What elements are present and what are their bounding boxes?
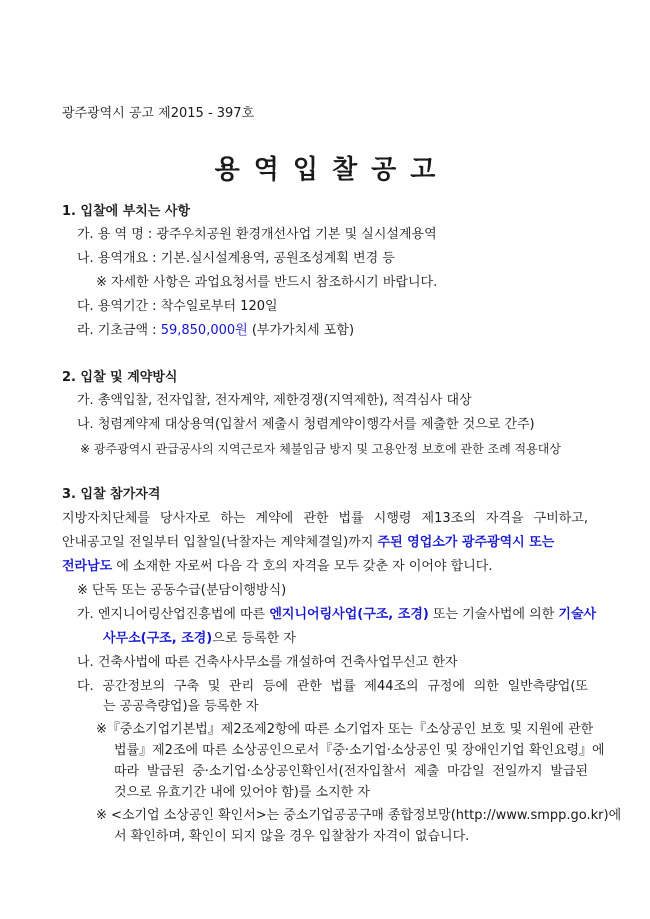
service-name: 가. 용 역 명 : 광주우치공원 환경개선사업 기본 및 실시설계용역 <box>77 227 437 242</box>
certificate-note-line2: 서 확인하며, 확인이 되지 않을 경우 입찰참가 자격이 없습니다. <box>114 829 470 844</box>
technician-highlight: 기술사 <box>558 607 597 622</box>
qualification-a-mid: 또는 기술사법에 의한 <box>428 607 559 622</box>
small-business-note-line2: 법률』제2조에 따른 소상공인으로서『중·소기업·소상공인 및 장애인기업 확인요령』에 <box>114 743 605 758</box>
small-business-note-line3: 따라 발급된 중·소기업·소상공인확인서(전자입찰서 제출 마감일 전일까지 발급된 <box>114 764 588 779</box>
qualification-paragraph-line1: 지방자치단체를 당사자로 하는 계약에 관한 법률 시행령 제13조의 자격을 구비하고, <box>62 511 588 526</box>
qualification-a-line1 <box>77 606 596 624</box>
contract-method-b: 나. 청렴계약제 대상용역(입찰서 제출시 청렴계약이행각서를 제출한 것으로 간주) <box>77 417 535 432</box>
service-summary: 나. 용역개요 : 기본.실시설계용역, 공원조성계획 변경 등 <box>77 251 395 266</box>
base-price <box>77 322 354 340</box>
ordinance-note: ※ 광주광역시 관급공사의 지역근로자 체불임금 방지 및 고용안정 보호에 관한 조례 적용대상 <box>80 442 561 456</box>
joint-bid-note: ※ 단독 또는 공동수급(분담이행방식) <box>77 583 287 598</box>
qualification-line3-text: 에 소재한 자로써 다음 각 호의 자격을 모두 갖춘 자 이어야 합니다. <box>112 559 493 574</box>
qualification-line2-text: 안내공고일 전일부터 입찰일(낙찰자는 계약체결일)까지 <box>62 535 378 550</box>
qualification-c-line2: 는 공공측량업)을 등록한 자 <box>103 699 259 714</box>
qualification-a-text: 가. 엔지니어링산업진흥법에 따른 <box>77 607 270 622</box>
qualification-c-line1: 다. 공간정보의 구축 및 관리 등에 관한 법률 제44조의 규정에 의한 일반측량업(또 <box>77 679 588 694</box>
qualification-paragraph-line3 <box>62 558 492 576</box>
section2-heading: 2. 입찰 및 계약방식 <box>62 370 178 385</box>
section1-heading: 1. 입찰에 부치는 사항 <box>62 204 191 219</box>
base-price-suffix: (부가가치세 포함) <box>247 323 355 338</box>
notice-number: 광주광역시 공고 제2015 - 397호 <box>62 106 255 121</box>
small-business-note-line1: ※『중소기업기본법』제2조제2항에 따른 소기업자 또는『소상공인 보호 및 지원에 관한 <box>96 722 594 737</box>
qualification-b: 나. 건축사법에 따른 건축사사무소를 개설하여 건축사업무신고 한자 <box>77 655 458 670</box>
base-price-label: 라. 기초금액 : <box>77 323 161 338</box>
qualification-a-line2-text: 으로 등록한 자 <box>212 631 296 646</box>
qualification-a-line2 <box>103 630 296 648</box>
qualification-paragraph-line2 <box>62 534 554 552</box>
section3-heading: 3. 입찰 참가자격 <box>62 487 161 502</box>
small-business-note-line4: 것으로 유효기간 내에 있어야 함)를 소지한 자 <box>114 785 370 800</box>
technician-office-highlight: 사무소(구조, 조경) <box>103 631 213 646</box>
engineering-business-highlight: 엔지니어링사업(구조, 조경) <box>269 607 429 622</box>
location-requirement-highlight-2: 전라남도 <box>62 559 113 574</box>
page-title: 용역입찰공고 <box>214 155 450 185</box>
service-period: 다. 용역기간 : 착수일로부터 120일 <box>77 299 278 314</box>
certificate-note-line1: ※ <소기업 소상공인 확인서>는 중소기업공공구매 종합정보망(http://www.smpp.go.kr)에 <box>96 808 622 823</box>
base-price-value: 59,850,000원 <box>160 323 248 338</box>
location-requirement-highlight: 주된 영업소가 광주광역시 또는 <box>377 535 555 550</box>
contract-method-a: 가. 총액입찰, 전자입찰, 전자계약, 제한경쟁(지역제한), 적격심사 대상 <box>77 393 472 408</box>
service-note: ※ 자세한 사항은 과업요청서를 반드시 참조하시기 바랍니다. <box>96 275 438 290</box>
